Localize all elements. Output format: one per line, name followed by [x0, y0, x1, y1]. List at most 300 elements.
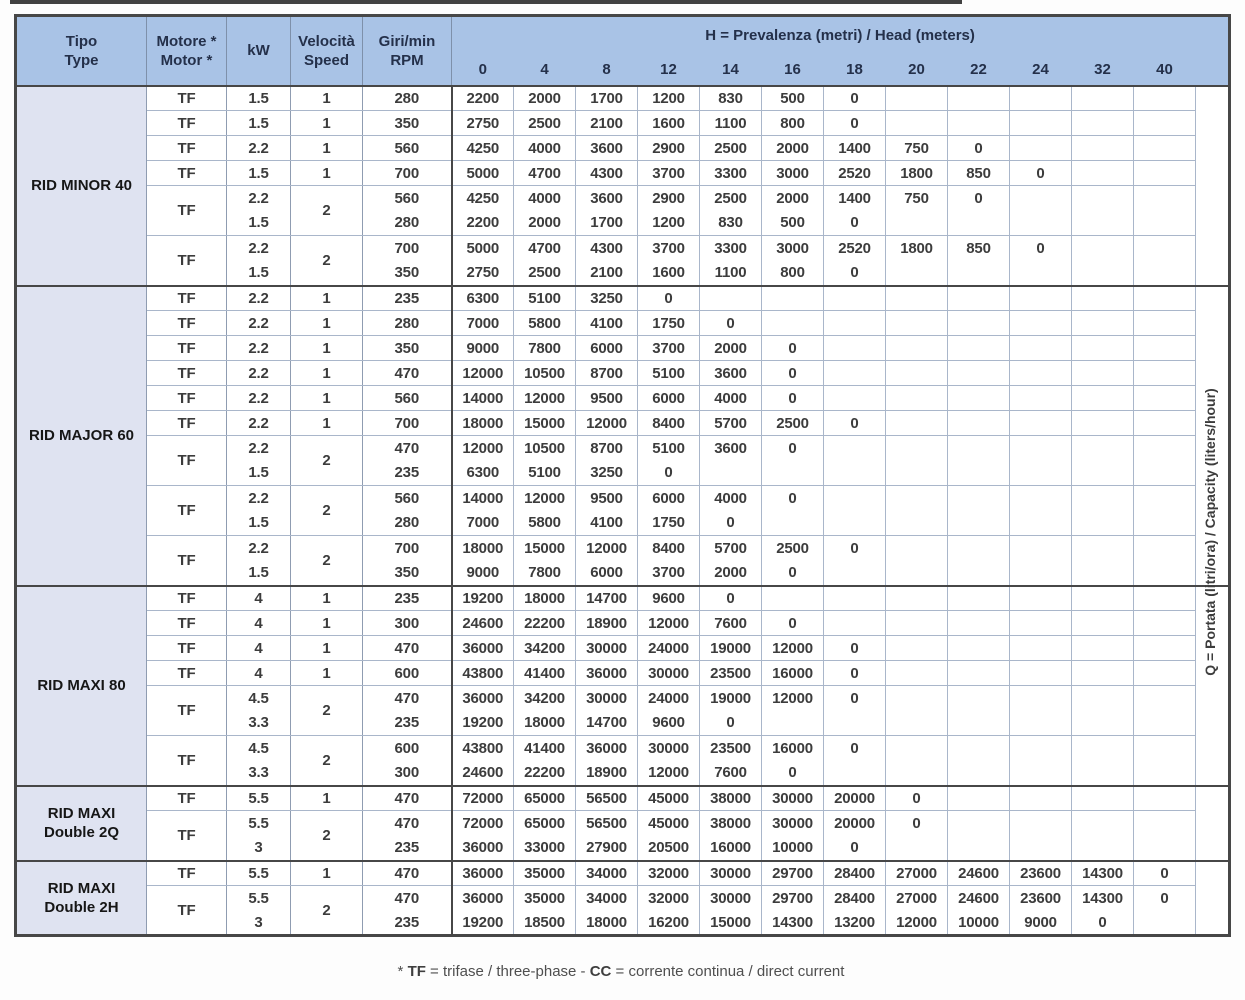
cell-h-24 [1010, 511, 1072, 536]
head-tipo-en: Type [64, 51, 99, 69]
cell-h-16: 800 [762, 111, 824, 136]
cell-h-14 [700, 286, 762, 311]
cell-rpm: 700 [363, 536, 452, 561]
table-row [16, 586, 1230, 611]
cell-rpm: 700 [363, 411, 452, 436]
cell-h-32 [1072, 611, 1134, 636]
cell-h-40 [1134, 336, 1196, 361]
cell-h-22 [948, 761, 1010, 786]
cell-h-8: 12000 [576, 536, 638, 561]
cell-h-0: 18000 [452, 411, 514, 436]
cell-h-8: 18900 [576, 761, 638, 786]
cell-h-40 [1134, 611, 1196, 636]
cell-h-20 [886, 86, 948, 111]
cell-h-4: 65000 [514, 811, 576, 836]
cell-h-32 [1072, 811, 1134, 836]
cell-h-14: 2000 [700, 336, 762, 361]
cell-kw: 3.3 [227, 711, 291, 736]
cell-h-16: 0 [762, 361, 824, 386]
cell-h-18 [824, 386, 886, 411]
cell-h-22 [948, 436, 1010, 461]
cell-h-32: 0 [1072, 911, 1134, 936]
cell-h-8: 4100 [576, 311, 638, 336]
cell-h-16: 29700 [762, 886, 824, 911]
footnote-asterisk: * [397, 963, 408, 980]
cell-h-32 [1072, 436, 1134, 461]
cell-h-4: 5100 [514, 286, 576, 311]
cell-h-8: 18900 [576, 611, 638, 636]
cell-h-12: 16200 [638, 911, 700, 936]
cell-motor: TF [147, 636, 227, 661]
cell-kw: 2.2 [227, 486, 291, 511]
cell-h-32 [1072, 86, 1134, 111]
header-row-1 [16, 16, 1230, 54]
cell-h-24 [1010, 561, 1072, 586]
cell-h-4: 5100 [514, 461, 576, 486]
head-tipo [16, 16, 147, 86]
table-row [16, 661, 1230, 686]
cell-h-40 [1134, 311, 1196, 336]
cell-h-32 [1072, 111, 1134, 136]
cell-h-4: 4700 [514, 236, 576, 261]
cell-h-20: 27000 [886, 886, 948, 911]
cell-h-14: 3300 [700, 161, 762, 186]
cell-motor: TF [147, 486, 227, 536]
section-label-line: RID MAXI [47, 805, 116, 822]
table-row [16, 486, 1230, 511]
head-col-8: 8 [576, 54, 638, 86]
cell-h-32 [1072, 536, 1134, 561]
cell-h-20 [886, 336, 948, 361]
cell-h-24 [1010, 661, 1072, 686]
cell-h-12: 45000 [638, 811, 700, 836]
cell-h-18 [824, 486, 886, 511]
cell-h-24 [1010, 411, 1072, 436]
cell-h-8: 1700 [576, 211, 638, 236]
cell-h-14: 4000 [700, 486, 762, 511]
cell-h-32 [1072, 136, 1134, 161]
cell-h-14: 5700 [700, 536, 762, 561]
cell-kw: 1.5 [227, 211, 291, 236]
head-motore [147, 16, 227, 86]
cell-speed: 1 [291, 361, 363, 386]
cell-h-0: 4250 [452, 186, 514, 211]
cell-rpm: 600 [363, 661, 452, 686]
cell-kw: 1.5 [227, 111, 291, 136]
cell-kw: 1.5 [227, 86, 291, 111]
cell-h-18: 0 [824, 211, 886, 236]
cell-h-40: 0 [1134, 886, 1196, 911]
cell-h-4: 65000 [514, 786, 576, 811]
head-motore-it: Motore * [156, 32, 217, 50]
table-row [16, 161, 1230, 186]
cell-h-24: 0 [1010, 161, 1072, 186]
cell-rpm: 350 [363, 561, 452, 586]
cell-h-4: 2000 [514, 86, 576, 111]
cell-h-8: 14700 [576, 711, 638, 736]
cell-h-8: 4300 [576, 161, 638, 186]
cell-h-12: 32000 [638, 886, 700, 911]
section-label [16, 786, 147, 861]
cell-h-40 [1134, 811, 1196, 836]
table-body [16, 86, 1230, 936]
cell-kw: 4.5 [227, 686, 291, 711]
cell-motor: TF [147, 536, 227, 586]
cell-h-4: 2500 [514, 111, 576, 136]
cell-h-24 [1010, 736, 1072, 761]
cell-h-20 [886, 686, 948, 711]
cell-h-18 [824, 336, 886, 361]
cell-rpm: 470 [363, 686, 452, 711]
head-h-group [452, 16, 1230, 54]
head-col-24: 24 [1010, 54, 1072, 86]
cell-h-0: 14000 [452, 486, 514, 511]
cell-h-0: 43800 [452, 661, 514, 686]
table-row [16, 386, 1230, 411]
cell-h-12: 1750 [638, 311, 700, 336]
cell-h-40 [1134, 686, 1196, 711]
cell-kw: 5.5 [227, 861, 291, 886]
cell-h-4: 10500 [514, 361, 576, 386]
cell-h-22 [948, 461, 1010, 486]
cell-h-40 [1134, 511, 1196, 536]
cell-kw: 2.2 [227, 436, 291, 461]
table-row [16, 536, 1230, 561]
cell-h-24 [1010, 536, 1072, 561]
cell-h-18 [824, 711, 886, 736]
cell-h-4: 41400 [514, 661, 576, 686]
cell-h-8: 30000 [576, 686, 638, 711]
cell-h-32 [1072, 686, 1134, 711]
cell-h-22: 24600 [948, 886, 1010, 911]
cell-motor: TF [147, 161, 227, 186]
cell-h-22 [948, 686, 1010, 711]
cell-h-14: 4000 [700, 386, 762, 411]
cropped-top-rule [10, 0, 962, 4]
cell-h-24 [1010, 111, 1072, 136]
cell-h-24 [1010, 336, 1072, 361]
cell-h-20 [886, 211, 948, 236]
cell-speed: 1 [291, 136, 363, 161]
head-spacer [1196, 54, 1230, 86]
head-h-text: = Prevalenza (metri) / Head (meters) [716, 26, 975, 44]
cell-h-16 [762, 311, 824, 336]
cell-h-0: 24600 [452, 611, 514, 636]
footnote-rest: = corrente continua / direct current [611, 963, 845, 980]
cell-speed: 2 [291, 436, 363, 486]
cell-h-32 [1072, 511, 1134, 536]
cell-h-18: 0 [824, 86, 886, 111]
cell-h-0: 36000 [452, 886, 514, 911]
cell-kw: 1.5 [227, 161, 291, 186]
cell-h-12: 30000 [638, 661, 700, 686]
cell-h-14: 1100 [700, 261, 762, 286]
cell-h-32 [1072, 411, 1134, 436]
cell-kw: 5.5 [227, 886, 291, 911]
performance-table [14, 14, 1231, 937]
cell-rpm: 560 [363, 186, 452, 211]
cell-h-20 [886, 611, 948, 636]
cell-h-16: 2000 [762, 136, 824, 161]
cell-h-4: 12000 [514, 386, 576, 411]
cell-h-0: 72000 [452, 786, 514, 811]
section-label-line: RID MAJOR 60 [28, 427, 135, 444]
cell-speed: 1 [291, 386, 363, 411]
cell-h-40 [1134, 561, 1196, 586]
cell-rpm: 235 [363, 711, 452, 736]
table-row [16, 186, 1230, 211]
cell-h-24 [1010, 836, 1072, 861]
cell-h-20 [886, 661, 948, 686]
cell-h-32 [1072, 311, 1134, 336]
cell-h-16: 12000 [762, 686, 824, 711]
cell-rpm: 350 [363, 336, 452, 361]
head-col-18: 18 [824, 54, 886, 86]
cell-h-12: 0 [638, 461, 700, 486]
cell-speed: 1 [291, 286, 363, 311]
cell-h-24 [1010, 211, 1072, 236]
cell-h-22 [948, 336, 1010, 361]
cell-rpm: 470 [363, 886, 452, 911]
cell-rpm: 470 [363, 786, 452, 811]
cell-h-14: 7600 [700, 611, 762, 636]
cell-h-8: 9500 [576, 386, 638, 411]
cell-h-14: 30000 [700, 861, 762, 886]
cell-h-40 [1134, 536, 1196, 561]
cell-h-4: 34200 [514, 636, 576, 661]
cell-h-18: 20000 [824, 786, 886, 811]
cell-h-22 [948, 211, 1010, 236]
cell-h-8: 12000 [576, 411, 638, 436]
cell-h-12: 5100 [638, 436, 700, 461]
cell-motor: TF [147, 111, 227, 136]
cell-h-24 [1010, 286, 1072, 311]
cell-motor: TF [147, 811, 227, 861]
cell-rpm: 700 [363, 161, 452, 186]
head-velocita-en: Speed [303, 51, 349, 69]
cell-h-16: 0 [762, 336, 824, 361]
cell-h-16: 500 [762, 211, 824, 236]
cell-spacer [1196, 186, 1230, 211]
cell-h-24 [1010, 436, 1072, 461]
cell-h-4: 22200 [514, 761, 576, 786]
cell-spacer [1196, 911, 1230, 936]
cell-h-40: 0 [1134, 861, 1196, 886]
cell-h-4: 4000 [514, 186, 576, 211]
cell-h-14: 1100 [700, 111, 762, 136]
cell-h-22 [948, 311, 1010, 336]
cell-h-16 [762, 286, 824, 311]
cell-h-20: 27000 [886, 861, 948, 886]
cell-h-8: 34000 [576, 886, 638, 911]
cell-h-18: 20000 [824, 811, 886, 836]
cell-motor: TF [147, 186, 227, 236]
footnote [14, 963, 1228, 980]
table-row [16, 436, 1230, 461]
cell-h-24 [1010, 686, 1072, 711]
cell-kw: 4 [227, 661, 291, 686]
cell-h-12: 5100 [638, 361, 700, 386]
cell-h-40 [1134, 261, 1196, 286]
head-rpm-en: RPM [390, 51, 424, 69]
cell-h-16 [762, 711, 824, 736]
cell-h-18: 0 [824, 661, 886, 686]
cell-motor: TF [147, 386, 227, 411]
cell-h-22 [948, 386, 1010, 411]
cell-h-22 [948, 661, 1010, 686]
cell-h-40 [1134, 111, 1196, 136]
cell-h-0: 2750 [452, 261, 514, 286]
cell-h-0: 72000 [452, 811, 514, 836]
cell-h-22 [948, 811, 1010, 836]
cell-rpm: 235 [363, 911, 452, 936]
cell-h-16: 30000 [762, 786, 824, 811]
cell-h-18 [824, 361, 886, 386]
cell-h-8: 3600 [576, 136, 638, 161]
cell-h-22 [948, 836, 1010, 861]
cell-h-0: 19200 [452, 711, 514, 736]
cell-h-22 [948, 536, 1010, 561]
cell-h-12: 24000 [638, 636, 700, 661]
cell-h-40 [1134, 411, 1196, 436]
cell-h-40 [1134, 461, 1196, 486]
cell-h-12: 0 [638, 286, 700, 311]
cell-h-8: 30000 [576, 636, 638, 661]
cell-speed: 2 [291, 186, 363, 236]
cell-motor: TF [147, 86, 227, 111]
cell-h-8: 56500 [576, 811, 638, 836]
cell-h-20 [886, 586, 948, 611]
cell-h-8: 9500 [576, 486, 638, 511]
table-row [16, 736, 1230, 761]
cell-h-20 [886, 836, 948, 861]
cell-h-20: 750 [886, 136, 948, 161]
cell-h-14: 2500 [700, 186, 762, 211]
head-h-symbol: H [705, 26, 717, 44]
cell-h-0: 18000 [452, 536, 514, 561]
cell-kw: 1.5 [227, 461, 291, 486]
cell-kw: 4 [227, 611, 291, 636]
cell-spacer [1196, 261, 1230, 286]
footnote-cc: CC [589, 963, 612, 980]
cell-h-32 [1072, 211, 1134, 236]
cell-h-4: 15000 [514, 536, 576, 561]
cell-h-24: 0 [1010, 236, 1072, 261]
cell-h-20 [886, 436, 948, 461]
cell-h-32 [1072, 711, 1134, 736]
cell-motor: TF [147, 311, 227, 336]
cell-h-24 [1010, 386, 1072, 411]
cell-kw: 4 [227, 636, 291, 661]
cell-spacer [1196, 861, 1230, 886]
cell-h-20 [886, 761, 948, 786]
cell-rpm: 350 [363, 261, 452, 286]
cell-h-0: 36000 [452, 861, 514, 886]
cell-h-14: 3300 [700, 236, 762, 261]
cell-h-18: 1400 [824, 136, 886, 161]
cell-spacer [1196, 811, 1230, 836]
cell-h-16: 500 [762, 86, 824, 111]
cell-h-14: 3600 [700, 436, 762, 461]
cell-h-0: 19200 [452, 911, 514, 936]
cell-h-20: 0 [886, 811, 948, 836]
section-label-line: Double 2H [44, 898, 119, 916]
cell-h-0: 36000 [452, 836, 514, 861]
cell-speed: 1 [291, 636, 363, 661]
cell-h-0: 2750 [452, 111, 514, 136]
cell-h-4: 33000 [514, 836, 576, 861]
cell-h-0: 36000 [452, 686, 514, 711]
cell-h-22 [948, 786, 1010, 811]
cell-speed: 1 [291, 411, 363, 436]
head-col-20: 20 [886, 54, 948, 86]
cell-h-12: 2900 [638, 186, 700, 211]
cell-h-14: 0 [700, 586, 762, 611]
cell-h-0: 2200 [452, 211, 514, 236]
table-row [16, 886, 1230, 911]
cell-h-18: 28400 [824, 886, 886, 911]
cell-h-14: 16000 [700, 836, 762, 861]
cell-h-16: 3000 [762, 161, 824, 186]
cell-spacer [1196, 761, 1230, 786]
cell-h-20 [886, 461, 948, 486]
cell-h-22 [948, 636, 1010, 661]
cell-h-24 [1010, 636, 1072, 661]
cell-h-16: 16000 [762, 736, 824, 761]
cell-h-18: 0 [824, 686, 886, 711]
cell-h-18: 0 [824, 411, 886, 436]
cell-h-40 [1134, 711, 1196, 736]
cell-h-20 [886, 411, 948, 436]
cell-h-20 [886, 311, 948, 336]
table-row [16, 86, 1230, 111]
cell-h-12: 32000 [638, 861, 700, 886]
cell-rpm: 235 [363, 286, 452, 311]
cell-h-18 [824, 761, 886, 786]
cell-h-14: 30000 [700, 886, 762, 911]
cell-h-4: 18500 [514, 911, 576, 936]
cell-h-32 [1072, 336, 1134, 361]
table-row [16, 636, 1230, 661]
cell-h-0: 6300 [452, 286, 514, 311]
head-rpm-it: Giri/min [378, 32, 436, 50]
cell-motor: TF [147, 661, 227, 686]
cell-h-32 [1072, 586, 1134, 611]
cell-h-32 [1072, 186, 1134, 211]
cell-h-0: 9000 [452, 336, 514, 361]
cell-h-40 [1134, 661, 1196, 686]
table-row [16, 136, 1230, 161]
cell-speed: 2 [291, 486, 363, 536]
cell-speed: 1 [291, 611, 363, 636]
cell-motor: TF [147, 586, 227, 611]
cell-rpm: 560 [363, 386, 452, 411]
cell-h-12: 2900 [638, 136, 700, 161]
cell-rpm: 235 [363, 586, 452, 611]
cell-h-12: 1600 [638, 261, 700, 286]
cell-h-18 [824, 586, 886, 611]
cell-h-8: 2100 [576, 261, 638, 286]
cell-rpm: 470 [363, 811, 452, 836]
cell-h-32: 14300 [1072, 886, 1134, 911]
cell-h-24 [1010, 311, 1072, 336]
cell-h-24 [1010, 711, 1072, 736]
cell-h-32 [1072, 486, 1134, 511]
cell-h-18: 0 [824, 111, 886, 136]
cell-spacer [1196, 211, 1230, 236]
cell-h-40 [1134, 836, 1196, 861]
head-rpm [363, 16, 452, 86]
